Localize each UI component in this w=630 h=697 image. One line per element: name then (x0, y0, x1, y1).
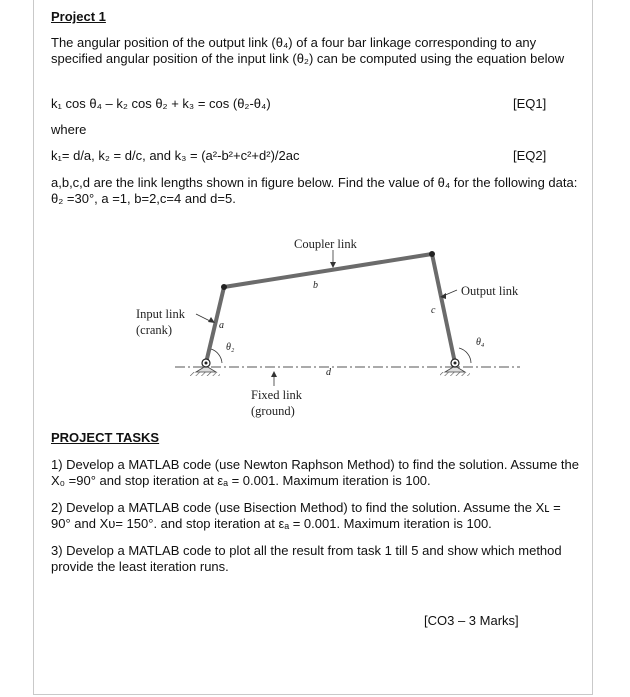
label-theta4: θ₄ (476, 337, 485, 348)
label-b: b (313, 280, 318, 291)
fixed-link-label: Fixed link (251, 388, 303, 402)
input-arrow-head (208, 317, 215, 323)
equation-1-tag: [EQ1] (513, 96, 547, 111)
problem-statement: a,b,c,d are the link lengths shown in figure below. Find the value of θ₄ for the following data: θ₂ =30°, a =1, b=2,c=4 and d=5. (51, 175, 578, 206)
label-theta2: θ₂ (226, 342, 235, 353)
coupler-arrow-head (330, 262, 336, 268)
equation-2-tag: [EQ2] (513, 148, 547, 163)
right-ground-hatch (440, 372, 470, 376)
left-ground-hatch (190, 372, 220, 376)
coupler-link-label: Coupler link (294, 237, 357, 251)
ground-pivot-left-dot (205, 362, 208, 365)
task-3: 3) Develop a MATLAB code to plot all the result from task 1 till 5 and show which method provide the least iteration runs. (51, 543, 562, 574)
equation-2: k₁= d/a, k₂ = d/c, and k₃ = (a²-b²+c²+d²)/2ac (51, 148, 300, 163)
marks-label: [CO3 – 3 Marks] (424, 613, 519, 628)
label-d: d (326, 367, 331, 378)
intro-paragraph: The angular position of the output link (θ₄) of a four bar linkage corresponding to any specified angular position of the input link (θ₂) can be computed using the equation below (51, 35, 565, 66)
ground-pivot-right-dot (454, 362, 457, 365)
label-a: a (219, 320, 224, 331)
theta4-arc (459, 348, 471, 363)
theta2-arc (211, 349, 222, 363)
input-link-label: Input link (136, 307, 185, 321)
crank-label: (crank) (136, 323, 173, 337)
where-label: where (51, 122, 87, 137)
project-tasks-title: PROJECT TASKS (51, 430, 160, 445)
ground-label: (ground) (251, 404, 295, 418)
output-link-label: Output link (461, 284, 519, 298)
equation-1: k₁ cos θ₄ – k₂ cos θ₂ + k₃ = cos (θ₂-θ₄) (51, 96, 271, 111)
joint-a (221, 284, 227, 290)
fixed-arrow-head (271, 371, 277, 377)
project-title: Project 1 (51, 9, 106, 24)
joint-b (429, 251, 435, 257)
coupler-link (224, 254, 432, 287)
task-2: 2) Develop a MATLAB code (use Bisection Method) to find the solution. Assume the Xʟ = 90° and Xᴜ= 150°. and stop iteration at εₐ = 0.001. Maximum iteration is 100. (51, 500, 561, 531)
label-c: c (431, 305, 436, 316)
task-1: 1) Develop a MATLAB code (use Newton Raphson Method) to find the solution. Assume the X₀ =90° and stop iteration at εₐ = 0.001. Maximum iteration is 100. (51, 457, 579, 488)
